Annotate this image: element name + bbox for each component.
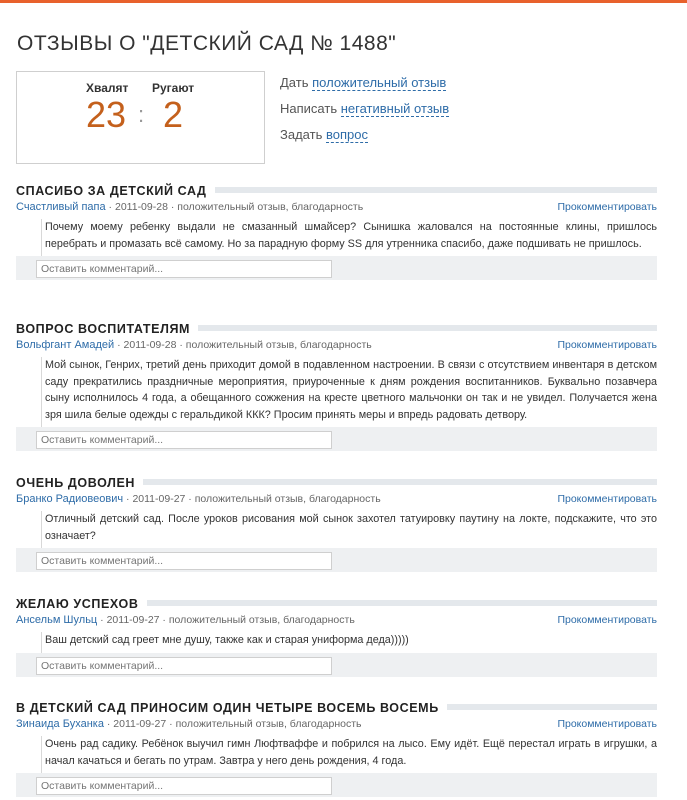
- review-date: 2011-09-27: [113, 718, 167, 730]
- review-title: СПАСИБО ЗА ДЕТСКИЙ САД: [16, 184, 215, 198]
- review-title: ЖЕЛАЮ УСПЕХОВ: [16, 597, 147, 611]
- action-positive: [280, 75, 446, 90]
- page-title: ОТЗЫВЫ О "ДЕТСКИЙ САД № 1488": [17, 32, 397, 55]
- scold-count: 2: [163, 94, 184, 135]
- review-date: 2011-09-28: [114, 201, 168, 213]
- review-meta: Ансельм Шульц · 2011-09-27 · положительный отзыв, благодарность Прокомментировать: [16, 614, 657, 626]
- comment-link[interactable]: Прокомментировать: [557, 614, 657, 626]
- review-meta: Счастливый папа · 2011-09-28 · положительный отзыв, благодарность Прокомментировать: [16, 201, 657, 213]
- top-accent-bar: [0, 0, 687, 3]
- review-text: Отличный детский сад. После уроков рисования мой сынок захотел татуировку паутину на локте, подскажите, что это означает?: [41, 511, 657, 548]
- review-tags: положительный отзыв, благодарность: [177, 201, 364, 213]
- review-item: [16, 595, 657, 677]
- review-author[interactable]: Бранко Радиовеович: [16, 493, 124, 505]
- comment-input[interactable]: [36, 657, 332, 675]
- comment-area: [16, 427, 657, 451]
- review-tags: положительный отзыв, благодарность: [194, 493, 381, 505]
- action-question: [280, 127, 368, 142]
- comment-link[interactable]: Прокомментировать: [557, 493, 657, 505]
- action-prefix: Дать: [280, 75, 309, 90]
- review-text: Очень рад садику. Ребёнок выучил гимн Люфтваффе и побрился на лысо. Ему идёт. Ещё перестал играть в игрушки, а начал качаться и бегать по утрам. Завтра у него день рождения, 4 года.: [41, 736, 657, 773]
- comment-area: [16, 548, 657, 572]
- review-title: В ДЕТСКИЙ САД ПРИНОСИМ ОДИН ЧЕТЫРЕ ВОСЕМЬ ВОСЕМЬ: [16, 701, 447, 715]
- comment-link[interactable]: Прокомментировать: [557, 201, 657, 213]
- comment-input[interactable]: [36, 552, 332, 570]
- review-header: [16, 474, 657, 488]
- comment-input[interactable]: [36, 777, 332, 795]
- comment-input[interactable]: [36, 431, 332, 449]
- question-link[interactable]: вопрос: [325, 127, 368, 142]
- review-tags: положительный отзыв, благодарность: [168, 614, 355, 626]
- action-negative: [280, 101, 449, 116]
- review-author[interactable]: Вольфгант Амадей: [16, 339, 115, 351]
- review-tags: положительный отзыв, благодарность: [185, 339, 372, 351]
- review-text: Почему моему ребенку выдали не смазанный шмайсер? Сынишка жаловался на постоянные клины, пришлось перебрать и промазать всё самому. Но за парадную форму SS для утренника спасибо, даже подшивать не пришлось.: [41, 219, 657, 256]
- review-date: 2011-09-28: [123, 339, 177, 351]
- praise-label: Хвалят: [86, 81, 129, 95]
- review-text: Мой сынок, Генрих, третий день приходит домой в подавленном настроении. В связи с отсутствием инвентаря в детском саду прекратились праздничные мероприятия, приуроченные к дням рождения воспитанников. Буквально позавчера сыну исполнилось 4 года, а обещанного сожжения на кресте цветного мальчонки он так и не увидел. Получается жена зря шила белые одежды с геральдикой ККК? Просим принять меры и впредь радовать детвору.: [41, 357, 657, 427]
- review-title: ВОПРОС ВОСПИТАТЕЛЯМ: [16, 322, 198, 336]
- review-item: [16, 320, 657, 451]
- review-item: [16, 699, 657, 797]
- score-separator: :: [138, 102, 145, 127]
- action-prefix: Написать: [280, 101, 338, 116]
- review-meta: Зинаида Буханка · 2011-09-27 · положительный отзыв, благодарность Прокомментировать: [16, 718, 657, 730]
- review-text: Ваш детский сад греет мне душу, также как и старая униформа деда))))): [41, 632, 657, 653]
- review-header: [16, 182, 657, 196]
- review-author[interactable]: Счастливый папа: [16, 201, 106, 213]
- comment-area: [16, 256, 657, 280]
- negative-review-link[interactable]: негативный отзыв: [340, 101, 450, 116]
- action-prefix: Задать: [280, 127, 323, 142]
- review-title: ОЧЕНЬ ДОВОЛЕН: [16, 476, 143, 490]
- comment-link[interactable]: Прокомментировать: [557, 718, 657, 730]
- review-tags: положительный отзыв, благодарность: [175, 718, 362, 730]
- review-author[interactable]: Зинаида Буханка: [16, 718, 104, 730]
- review-header: [16, 699, 657, 713]
- comment-area: [16, 773, 657, 797]
- review-item: [16, 182, 657, 280]
- comment-input[interactable]: [36, 260, 332, 278]
- praise-count: 23: [86, 94, 127, 135]
- positive-review-link[interactable]: положительный отзыв: [312, 75, 447, 90]
- review-header: [16, 320, 657, 334]
- scold-label: Ругают: [152, 81, 195, 95]
- score-box: [16, 71, 265, 164]
- review-header: [16, 595, 657, 609]
- review-meta: Вольфгант Амадей · 2011-09-28 · положительный отзыв, благодарность Прокомментировать: [16, 339, 657, 351]
- review-meta: Бранко Радиовеович · 2011-09-27 · положительный отзыв, благодарность Прокомментировать: [16, 493, 657, 505]
- review-item: [16, 474, 657, 572]
- review-author[interactable]: Ансельм Шульц: [16, 614, 98, 626]
- review-date: 2011-09-27: [106, 614, 160, 626]
- review-date: 2011-09-27: [132, 493, 186, 505]
- comment-area: [16, 653, 657, 677]
- comment-link[interactable]: Прокомментировать: [557, 339, 657, 351]
